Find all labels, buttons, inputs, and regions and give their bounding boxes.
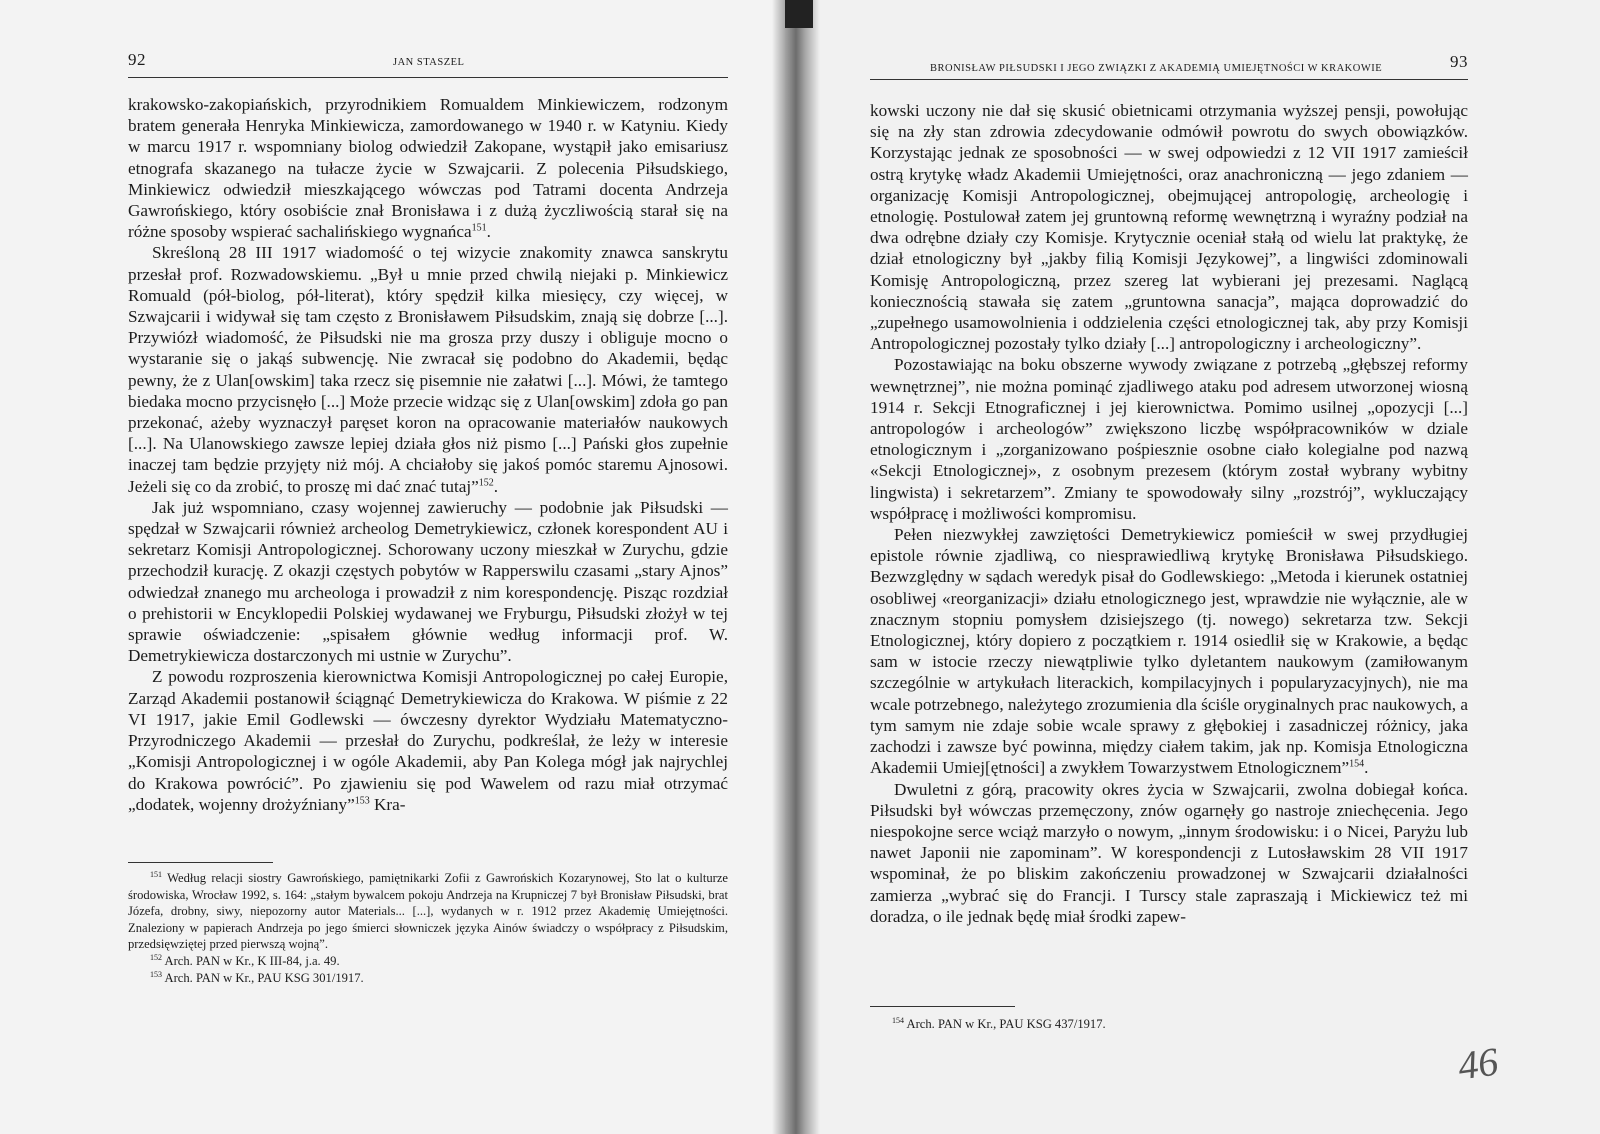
- running-head-right: [870, 50, 1468, 80]
- book-gutter-shadow: [772, 0, 820, 1134]
- footnote-ref: 154: [1349, 758, 1365, 770]
- handwritten-folio-number: 46: [1455, 1038, 1501, 1089]
- footnote: $^{151}$ Według relacji siostry Gawrońskiego, pamiętnikarki Zofii z Gawrońskich Kozarynowej, Sto lat o kulturze środowiska, Wrocław 1992, s. 164: „stałym bywalcem pokoju Andrzeja na Krupniczej 7 był Bronisław Piłsudski, brat Józefa, drobny, siwy, niepozorny autor Materials... [...], wydanych w r. 1912 przez Akademię Umiejętności. Znaleziony w papierach Andrzeja po jego śmierci słowniczek języka Ainów świadczy o współpracy z Piłsudskim, przedsięwziętej przed pierwszą wojną”.: [128, 869, 729, 952]
- footnote: $^{153}$ Arch. PAN w Kr., PAU KSG 301/1917.: [150, 969, 364, 985]
- body-text-right: [870, 100, 1468, 927]
- footnote: $^{154}$ Arch. PAN w Kr., PAU KSG 437/1917.: [892, 1015, 1106, 1031]
- page-number-left: 92: [128, 50, 146, 69]
- paragraph: Skreśloną 28 III 1917 wiadomość o tej wizycie znakomity znawca sanskrytu przesłał prof. Rozwadowskiemu. „Był u mnie przed chwilą niejaki p. Minkiewicz Romuald (pół-biolog, pół-literat), który spędził kilka miesięcy, czy więcej, w Szwajcarii i widywał się tam często z Bronisławem Piłsudskim, znają się dobrze [...]. Przywiózł wiadomość, że Piłsudski nie ma grosza przy duszy i obliguje mocno o wystaranie się o jakąś subwencję. Nie zwracał się podobno do Akademii, będąc pewny, że z Ulan[owskim] taka rzecz się pisemnie nie załatwi [...]. Mówi, że tamtego biedaka mocno przycisnęło [...] Może przecie widząc się z Ulan[owskim] zdoła go pan przekonać, ażeby wyznaczył paręset koron na opracowanie materiałów naukowych [...]. Na Ulanowskiego zawsze lepiej działa głos niż pismo [...] Pański głos zupełnie inaczej tam będzie przyjęty niż mój. A chciałoby się jakoś pomóc staremu Ajnosowi. Jeżeli się co da zrobić, to proszę mi dać znać tutaj”$^{152}$.: [128, 243, 728, 496]
- left-page: [0, 0, 785, 1134]
- running-head-left: [128, 48, 728, 78]
- footnotes-right: [870, 1016, 1468, 1033]
- running-head-title-right: BRONISŁAW PIŁSUDSKI I JEGO ZWIĄZKI Z AKADEMIĄ UMIEJĘTNOŚCI W KRAKOWIE: [930, 63, 1383, 74]
- paragraph: Jak już wspomniano, czasy wojennej zawieruchy — podobnie jak Piłsudski — spędzał w Szwajcarii również archeolog Demetrykiewicz, członek korespondent AU i sekretarz Komisji Antropologicznej. Schorowany uczony mieszkał w Zurychu, gdzie przechodził kurację. Z okazji częstych pobytów w Rapperswilu czasami „stary Ajnos” odwiedzał znanego mu archeologa i prowadził z nim korespondencję. Pisząc rozdział o prehistorii w Encyklopedii Polskiej wydawanej we Fryburgu, Piłsudski złożył w tej sprawie oświadczenie: „spisałem głównie według informacji prof. W. Demetrykiewicza dostarczonych mi ustnie w Zurychu”.: [128, 497, 728, 666]
- footnote-rule-left: [128, 862, 273, 863]
- footnote-ref: 151: [471, 222, 487, 234]
- footnotes-left: [128, 870, 728, 986]
- gutter-dark-corner: [785, 0, 813, 28]
- paragraph: Z powodu rozproszenia kierownictwa Komisji Antropologicznej po całej Europie, Zarząd Akademii postanowił ściągnąć Demetrykiewicza do Krakowa. W piśmie z 22 VI 1917, jakie Emil Godlewski — ówczesny dyrektor Wydziału Matematyczno-Przyrodniczego Akademii — przesłał do Zurychu, podkreślał, że leży w interesie „Komisji Antropologicznej i w ogóle Akademii, aby Pan Kolega mógł jak najrychlej do Krakowa powrócić”. Po zjawieniu się pod Wawelem od razu miał otrzymać „dodatek, wojenny drożyźniany”$^{153}$ Kra-: [128, 667, 728, 814]
- footnote-ref: 153: [354, 794, 370, 806]
- paragraph: Pozostawiając na boku obszerne wywody związane z potrzebą „głębszej reformy wewnętrznej”, nie można pominąć zjadliwego ataku pod adresem utworzonej wiosną 1914 r. Sekcji Etnograficznej i jej kierownictwa. Pomimo usilnej „opozycji [...] antropologów i archeologów” zwiększono liczbę współpracowników w dziale etnologicznym i „zorganizowano pośpiesznie osobne ciało kolegialne pod nazwą «Sekcji Etnologicznej», z osobnym prezesem (którym został wybrany wybitny lingwista) i sekretarzem”. Zmiany te spowodowały silny „rozstrój”, wykluczający współpracę i możliwości kompromisu.: [870, 355, 1468, 523]
- paragraph: kowski uczony nie dał się skusić obietnicami otrzymania wyższej pensji, powołując się na zły stan zdrowia zdecydowanie odmówił powrotu do swych obowiązków. Korzystając jednak ze sposobności — w swej odpowiedzi z 12 VII 1917 zamieścił ostrą krytykę władz Akademii Umiejętności, oraz anachroniczną — jego zdaniem — organizację Komisji Antropologicznej, obejmującej antropologię, archeologię i etnologię. Postulował zatem jej gruntowną reformę wewnętrzną i wyraźny podział na dwa odrębne działy czy Komisje. Krytycznie oceniał stałą od wielu lat praktykę, że dział etnologiczny był „jakby filią Komisji Językowej”, a lingwiści zdominowali Komisję Antropologiczną, przez szereg lat wybierani jej prezesami. Naglącą koniecznością stawała się zatem „gruntowna sanacja”, mająca doprowadzić do „zupełnego usamowolnienia i oddzielenia części etnologicznej tak, aby przy Komisji Antropologicznej pozostały tylko działy [...] antropologiczny i archeologiczny”.: [870, 101, 1468, 354]
- header-rule-left: [128, 77, 728, 78]
- body-text-left: [128, 94, 728, 815]
- footnote-rule-right: [870, 1006, 1015, 1007]
- footnote-ref: 152: [478, 476, 494, 488]
- footnote: $^{152}$ Arch. PAN w Kr., K III-84, j.a. 49.: [150, 952, 340, 968]
- paragraph: krakowsko-zakopiańskich, przyrodnikiem Romualdem Minkiewiczem, rodzonym bratem generała Henryka Minkiewicza, zamordowanego w 1940 r. w Katyniu. Kiedy w marcu 1917 r. wspomniany biolog odwiedził Zakopane, wystąpił jako emisariusz etnografa skazanego na tułacze życie w Szwajcarii. Z polecenia Piłsudskiego, Minkiewicz odwiedził mieszkającego wówczas pod Tatrami docenta Andrzeja Gawrońskiego, który osobiście znał Bronisława i z dużą życzliwością starał się na różne sposoby wspierać sachalińskiego wygnańca$^{151}$.: [128, 95, 728, 242]
- header-rule-right: [870, 79, 1468, 80]
- paragraph: Dwuletni z górą, pracowity okres życia w Szwajcarii, zwolna dobiegał końca. Piłsudski był wówczas przemęczony, znów ogarnęły go nastroje zniechęcenia. Jego niespokojne serce wciąż marzyło o nowym, „innym środowisku: i o Nicei, Paryżu lub nawet Japonii nie zapominam”. W korespondencji z Lutosławskim 28 VII 1917 wspominał, że po bliskim zakończeniu prowadzonej w Szwajcarii działalności zamierza „wybrać się do Francji. I Turscy stale zapraszają i Mickiewicz też mi doradza, o ile jednak będę miał środki zapew-: [870, 779, 1468, 926]
- paragraph: Pełen niezwykłej zawziętości Demetrykiewicz pomieścił w swej przydługiej epistole równie zjadliwą, co niesprawiedliwą krytykę Bronisława Piłsudskiego. Bezwzględny w sądach weredyk pisał do Godlewskiego: „Metoda i kierunek ostatniej osobliwej «reorganizacji» działu etnologicznego jest, wprawdzie nie wyłącznie, ale w znacznym stopniu pomysłem dzisiejszego (tj. nowego) sekretarza tzw. Sekcji Etnologicznej, który dopiero z początkiem r. 1914 osiedlił się w Krakowie, a będąc sam w istocie rzeczy niewątpliwie tylko dyletantem naukowym (zamiłowanym szczególnie w artykułach literackich, kompilacyjnych i popularyzacyjnych), nie ma wcale potrzebnego, należytego zrozumienia dla ściśle oryginalnych prac naukowych, a tym samym nie zdaje sobie wcale sprawy z głębokiej i zasadniczej różnicy, jaka zachodzi i zawsze być powinna, między ciałem takim, jak np. Komisja Etnologiczna Akademii Umiej[ętności] a zwykłem Towarzystwem Etnologicznem”$^{154}$.: [870, 525, 1468, 778]
- running-head-title-left: JAN STASZEL: [393, 57, 465, 68]
- right-page: [785, 0, 1600, 1134]
- page-number-right: 93: [1450, 52, 1468, 71]
